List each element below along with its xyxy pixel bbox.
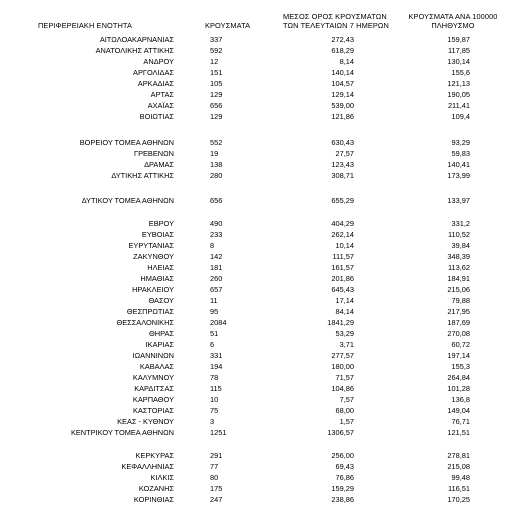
cases-cell: 129 (210, 89, 223, 99)
region-cell: ΑΡΚΑΔΙΑΣ (137, 78, 174, 88)
avg-7day-cell: 53,29 (335, 328, 354, 338)
table-row (0, 159, 513, 170)
avg-7day-cell: 17,14 (335, 295, 354, 305)
per100k-cell: 121,51 (447, 427, 470, 437)
header-region: ΠΕΡΙΦΕΡΕΙΑΚΗ ΕΝΟΤΗΤΑ (38, 21, 132, 30)
cases-cell: 10 (210, 394, 219, 404)
avg-7day-cell: 618,29 (331, 45, 354, 55)
per100k-cell: 121,13 (447, 78, 470, 88)
header-avg-line1: ΜΕΣΟΣ ΟΡΟΣ ΚΡΟΥΣΜΑΤΩΝ (283, 12, 387, 21)
avg-7day-cell: 180,00 (331, 361, 354, 371)
table-row (0, 67, 513, 78)
table-row (0, 111, 513, 122)
cases-cell: 151 (210, 67, 223, 77)
per100k-cell: 155,6 (451, 67, 470, 77)
avg-7day-cell: 8,14 (339, 56, 354, 66)
per100k-cell: 190,05 (447, 89, 470, 99)
per100k-cell: 133,97 (447, 195, 470, 205)
table-row (0, 195, 513, 206)
avg-7day-cell: 71,57 (335, 372, 354, 382)
table-row (0, 148, 513, 159)
region-cell: ΚΑΛΥΜΝΟΥ (132, 372, 174, 382)
region-cell: ΗΜΑΘΙΑΣ (140, 273, 174, 283)
avg-7day-cell: 1841,29 (327, 317, 354, 327)
per100k-cell: 264,84 (447, 372, 470, 382)
table-row (0, 361, 513, 372)
per100k-cell: 187,69 (447, 317, 470, 327)
table-row (0, 372, 513, 383)
region-cell: ΚΟΡΙΝΘΙΑΣ (133, 494, 174, 504)
cases-cell: 656 (210, 195, 223, 205)
region-cell: ΚΕΑΣ - ΚΥΘΝΟΥ (117, 416, 174, 426)
avg-7day-cell: 1306,57 (327, 427, 354, 437)
per100k-cell: 140,41 (447, 159, 470, 169)
per100k-cell: 173,99 (447, 170, 470, 180)
avg-7day-cell: 201,86 (331, 273, 354, 283)
table-row (0, 350, 513, 361)
region-cell: ΚΕΦΑΛΛΗΝΙΑΣ (121, 461, 174, 471)
cases-cell: 11 (210, 295, 218, 305)
cases-cell: 656 (210, 100, 223, 110)
per100k-cell: 278,81 (447, 450, 470, 460)
region-cell: ΚΙΛΚΙΣ (150, 472, 174, 482)
table-row (0, 383, 513, 394)
header-per100k-line2: ΠΛΗΘΥΣΜΟ (431, 21, 475, 30)
cases-cell: 2084 (210, 317, 227, 327)
table-row (0, 218, 513, 229)
region-cell: ΕΒΡΟΥ (148, 218, 174, 228)
avg-7day-cell: 7,57 (339, 394, 354, 404)
avg-7day-cell: 111,57 (332, 251, 354, 261)
region-cell: ΑΝΔΡΟΥ (143, 56, 174, 66)
table-row (0, 427, 513, 438)
avg-7day-cell: 308,71 (331, 170, 354, 180)
cases-cell: 175 (210, 483, 223, 493)
cases-cell: 12 (210, 56, 219, 66)
cases-cell: 105 (210, 78, 223, 88)
per100k-cell: 155,3 (451, 361, 470, 371)
table-row (0, 339, 513, 350)
avg-7day-cell: 76,86 (335, 472, 354, 482)
table-row (0, 328, 513, 339)
cases-cell: 592 (210, 45, 223, 55)
table-row (0, 461, 513, 472)
avg-7day-cell: 159,29 (331, 483, 354, 493)
region-cell: ΘΕΣΠΡΩΤΙΑΣ (126, 306, 174, 316)
table-row (0, 56, 513, 67)
avg-7day-cell: 140,14 (331, 67, 354, 77)
per100k-cell: 170,25 (447, 494, 470, 504)
cases-cell: 8 (210, 240, 215, 250)
cases-cell: 3 (210, 416, 215, 426)
cases-cell: 138 (210, 159, 223, 169)
per100k-cell: 76,71 (451, 416, 470, 426)
region-cell: ΚΕΡΚΥΡΑΣ (135, 450, 174, 460)
region-cell: ΚΑΡΠΑΘΟΥ (132, 394, 174, 404)
region-cell: ΒΟΡΕΙΟΥ ΤΟΜΕΑ ΑΘΗΝΩΝ (79, 137, 174, 147)
cases-cell: 331 (210, 350, 223, 360)
avg-7day-cell: 256,00 (331, 450, 354, 460)
per100k-cell: 159,87 (447, 34, 470, 44)
table-row (0, 251, 513, 262)
table-row (0, 472, 513, 483)
region-cell: ΙΚΑΡΙΑΣ (145, 339, 174, 349)
region-cell: ΘΗΡΑΣ (149, 328, 174, 338)
region-cell: ΔΥΤΙΚΟΥ ΤΟΜΕΑ ΑΘΗΝΩΝ (81, 195, 174, 205)
avg-7day-cell: 645,43 (331, 284, 354, 294)
per100k-cell: 136,8 (451, 394, 470, 404)
cases-cell: 77 (210, 461, 219, 471)
avg-7day-cell: 129,14 (331, 89, 354, 99)
per100k-cell: 39,84 (451, 240, 470, 250)
avg-7day-cell: 104,57 (331, 78, 354, 88)
region-cell: ΘΑΣΟΥ (148, 295, 174, 305)
table-row (0, 45, 513, 56)
header-avg-line2: ΤΩΝ ΤΕΛΕΥΤΑΙΩΝ 7 ΗΜΕΡΩΝ (283, 21, 389, 30)
per100k-cell: 215,06 (447, 284, 470, 294)
per100k-cell: 348,39 (447, 251, 470, 261)
cases-cell: 490 (210, 218, 223, 228)
region-cell: ΘΕΣΣΑΛΟΝΙΚΗΣ (116, 317, 174, 327)
avg-7day-cell: 161,57 (331, 262, 354, 272)
region-cell: ΑΡΤΑΣ (150, 89, 174, 99)
avg-7day-cell: 3,71 (339, 339, 354, 349)
per100k-cell: 270,08 (447, 328, 470, 338)
per100k-cell: 130,14 (447, 56, 470, 66)
per100k-cell: 113,62 (447, 262, 470, 272)
table-row (0, 494, 513, 505)
per100k-cell: 217,95 (447, 306, 470, 316)
cases-cell: 337 (210, 34, 223, 44)
cases-cell: 194 (210, 361, 223, 371)
cases-cell: 80 (210, 472, 219, 482)
table-row (0, 295, 513, 306)
avg-7day-cell: 238,86 (331, 494, 354, 504)
table-row (0, 483, 513, 494)
per100k-cell: 215,08 (447, 461, 470, 471)
cases-cell: 1251 (210, 427, 227, 437)
avg-7day-cell: 539,00 (331, 100, 354, 110)
per100k-cell: 60,72 (451, 339, 470, 349)
table-row (0, 394, 513, 405)
cases-cell: 19 (210, 148, 219, 158)
header-per100k-line1: ΚΡΟΥΣΜΑΤΑ ΑΝΑ 100000 (408, 12, 498, 21)
per100k-cell: 110,52 (447, 229, 470, 239)
per100k-cell: 197,14 (447, 350, 470, 360)
per100k-cell: 211,41 (447, 100, 470, 110)
table-row (0, 405, 513, 416)
region-cell: ΚΑΒΑΛΑΣ (139, 361, 174, 371)
region-cell: ΚΑΡΔΙΤΣΑΣ (134, 383, 174, 393)
cases-cell: 181 (210, 262, 223, 272)
region-cell: ΚΟΖΑΝΗΣ (138, 483, 174, 493)
region-cell: ΑΧΑΪΑΣ (147, 100, 174, 110)
table-row (0, 284, 513, 295)
avg-7day-cell: 630,43 (331, 137, 354, 147)
region-cell: ΔΥΤΙΚΗΣ ΑΤΤΙΚΗΣ (111, 170, 174, 180)
region-cell: ΗΛΕΙΑΣ (147, 262, 174, 272)
cases-cell: 291 (210, 450, 223, 460)
table-row (0, 78, 513, 89)
table-row (0, 306, 513, 317)
region-cell: ΗΡΑΚΛΕΙΟΥ (132, 284, 174, 294)
cases-cell: 115 (210, 383, 222, 393)
per100k-cell: 101,28 (447, 383, 470, 393)
cases-cell: 129 (210, 111, 223, 121)
cases-cell: 75 (210, 405, 219, 415)
region-cell: ΓΡΕΒΕΝΩΝ (134, 148, 174, 158)
avg-7day-cell: 123,43 (331, 159, 354, 169)
cases-cell: 280 (210, 170, 223, 180)
table-row (0, 416, 513, 427)
cases-cell: 51 (210, 328, 219, 338)
region-cell: ΑΡΓΟΛΙΔΑΣ (133, 67, 174, 77)
cases-cell: 552 (210, 137, 223, 147)
avg-7day-cell: 277,57 (331, 350, 354, 360)
region-cell: ΔΡΑΜΑΣ (144, 159, 174, 169)
per100k-cell: 116,51 (447, 483, 470, 493)
table-row (0, 450, 513, 461)
avg-7day-cell: 68,00 (335, 405, 354, 415)
avg-7day-cell: 1,57 (339, 416, 354, 426)
cases-cell: 233 (210, 229, 223, 239)
table-row (0, 100, 513, 111)
region-cell: ΕΥΒΟΙΑΣ (141, 229, 174, 239)
table-row (0, 89, 513, 100)
per100k-cell: 99,48 (451, 472, 470, 482)
per100k-cell: 79,88 (451, 295, 470, 305)
avg-7day-cell: 84,14 (335, 306, 354, 316)
table-row (0, 34, 513, 45)
avg-7day-cell: 121,86 (331, 111, 354, 121)
cases-cell: 95 (210, 306, 219, 316)
avg-7day-cell: 404,29 (331, 218, 354, 228)
avg-7day-cell: 272,43 (331, 34, 354, 44)
cases-cell: 657 (210, 284, 223, 294)
cases-cell: 260 (210, 273, 223, 283)
region-cell: ΚΕΝΤΡΙΚΟΥ ΤΟΜΕΑ ΑΘΗΝΩΝ (70, 427, 174, 437)
per100k-cell: 149,04 (447, 405, 470, 415)
table-row (0, 317, 513, 328)
region-cell: ΚΑΣΤΟΡΙΑΣ (132, 405, 174, 415)
avg-7day-cell: 262,14 (331, 229, 354, 239)
per100k-cell: 93,29 (451, 137, 470, 147)
table-row (0, 137, 513, 148)
avg-7day-cell: 104,86 (331, 383, 354, 393)
table-row (0, 170, 513, 181)
region-cell: ΑΙΤΩΛΟΑΚΑΡΝΑΝΙΑΣ (99, 34, 174, 44)
table-row (0, 240, 513, 251)
table-row (0, 262, 513, 273)
cases-cell: 6 (210, 339, 215, 349)
region-cell: ΕΥΡΥΤΑΝΙΑΣ (128, 240, 174, 250)
region-cell: ΙΩΑΝΝΙΝΩΝ (132, 350, 174, 360)
cases-cell: 78 (210, 372, 219, 382)
per100k-cell: 59,83 (451, 148, 470, 158)
avg-7day-cell: 10,14 (335, 240, 354, 250)
cases-cell: 247 (210, 494, 223, 504)
region-cell: ΖΑΚΥΝΘΟΥ (133, 251, 174, 261)
per100k-cell: 117,85 (447, 45, 470, 55)
table-row (0, 273, 513, 284)
per100k-cell: 109,4 (451, 111, 470, 121)
header-cases: ΚΡΟΥΣΜΑΤΑ (205, 21, 251, 30)
cases-cell: 142 (210, 251, 223, 261)
avg-7day-cell: 655,29 (331, 195, 354, 205)
avg-7day-cell: 69,43 (335, 461, 354, 471)
region-cell: ΑΝΑΤΟΛΙΚΗΣ ΑΤΤΙΚΗΣ (95, 45, 174, 55)
per100k-cell: 331,2 (451, 218, 470, 228)
per100k-cell: 184,91 (447, 273, 470, 283)
table-row (0, 229, 513, 240)
region-cell: ΒΟΙΩΤΙΑΣ (139, 111, 174, 121)
avg-7day-cell: 27,57 (335, 148, 354, 158)
